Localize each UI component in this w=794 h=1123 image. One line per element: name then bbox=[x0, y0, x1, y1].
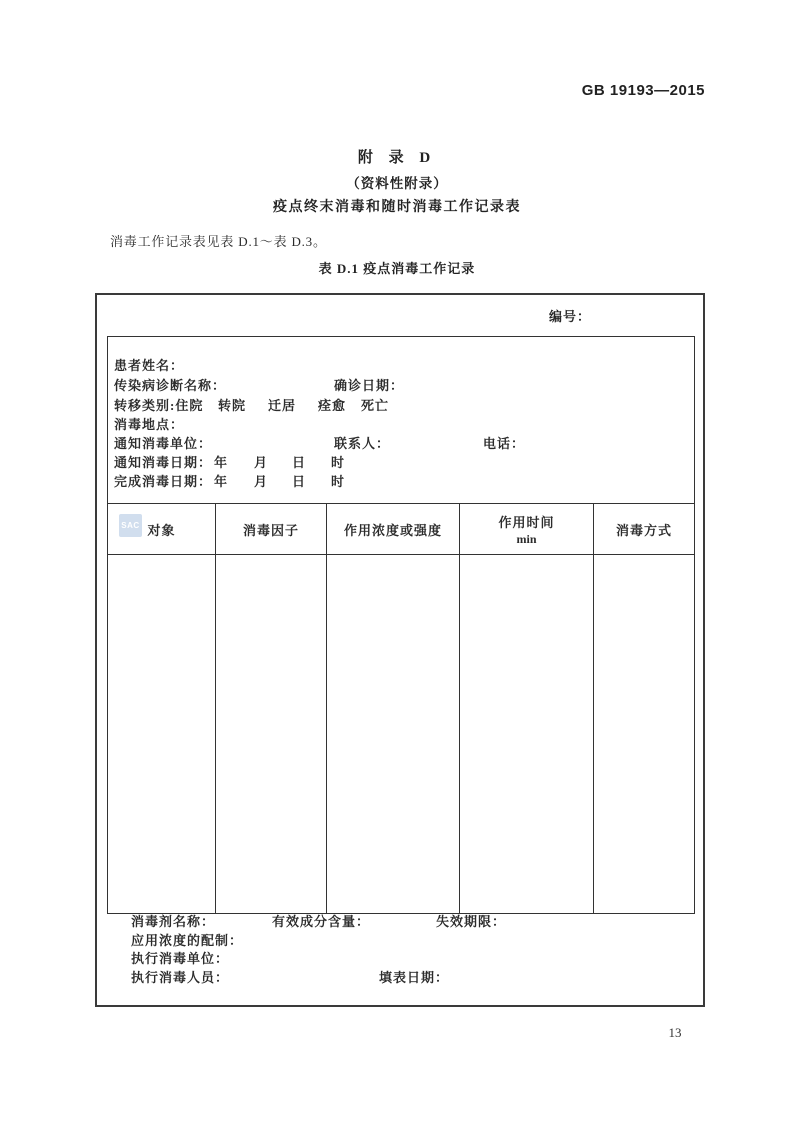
column-header-object-label: 对象 bbox=[147, 522, 176, 538]
fill-date-label: 填表日期： bbox=[379, 970, 450, 985]
table-caption: 表 D.1 疫点消毒工作记录 bbox=[318, 261, 476, 276]
phone-label: 电话： bbox=[483, 436, 526, 451]
concentration-label: 应用浓度的配制： bbox=[131, 933, 244, 948]
empty-cell-concentration bbox=[327, 555, 460, 913]
column-header-disinfect-factor: 消毒因子 bbox=[216, 504, 327, 554]
notify-unit-label: 通知消毒单位： bbox=[114, 436, 213, 451]
complete-date-line bbox=[108, 471, 694, 487]
transfer-option-move: 迁居 bbox=[268, 398, 297, 413]
concentration-line bbox=[97, 930, 703, 946]
disinfection-record-form bbox=[107, 336, 695, 914]
exec-person-label: 执行消毒人员： bbox=[131, 970, 230, 985]
watermark-stamp: SAC bbox=[119, 514, 142, 537]
year-unit: 年 bbox=[214, 474, 229, 489]
appendix-subtitle: （资料性附录） bbox=[346, 176, 448, 191]
exec-unit-line bbox=[97, 948, 703, 964]
serial-number-label: 编号： bbox=[549, 309, 592, 324]
grid-header-row bbox=[108, 504, 694, 555]
transfer-type-label: 转移类别:住院 bbox=[114, 398, 204, 413]
exec-unit-label: 执行消毒单位： bbox=[131, 951, 230, 966]
notify-unit-line bbox=[108, 433, 694, 449]
hour-unit: 时 bbox=[331, 474, 346, 489]
transfer-option-death: 死亡 bbox=[361, 398, 390, 413]
patient-name-line bbox=[108, 355, 694, 371]
column-header-object bbox=[108, 504, 216, 554]
record-grid bbox=[108, 503, 694, 913]
notify-date-line bbox=[108, 452, 694, 468]
appendix-title: 附 录 D bbox=[357, 150, 437, 166]
transfer-option-recovered: 痊愈 bbox=[318, 398, 347, 413]
disinfectant-line bbox=[97, 911, 703, 927]
page-number: 13 bbox=[668, 1025, 682, 1040]
disinfect-place-label: 消毒地点： bbox=[114, 417, 185, 432]
empty-cell-method bbox=[594, 555, 694, 913]
transfer-option-hospital-change: 转院 bbox=[218, 398, 247, 413]
column-header-concentration: 作用浓度或强度 bbox=[327, 504, 460, 554]
diagnosis-line bbox=[108, 375, 694, 391]
day-unit: 日 bbox=[292, 455, 307, 470]
confirm-date-label: 确诊日期： bbox=[334, 378, 405, 393]
contact-label: 联系人： bbox=[334, 436, 391, 451]
column-header-method: 消毒方式 bbox=[615, 522, 672, 538]
active-content-label: 有效成分含量： bbox=[272, 914, 371, 929]
empty-cell-factor bbox=[216, 555, 327, 913]
notify-date-label: 通知消毒日期： bbox=[114, 455, 213, 470]
expiry-label: 失效期限： bbox=[436, 914, 507, 929]
year-unit: 年 bbox=[214, 455, 229, 470]
column-header-action-time: 作用时间 min bbox=[460, 504, 594, 554]
empty-cell-time bbox=[460, 555, 594, 913]
disinfect-place-line bbox=[108, 414, 694, 430]
disinfectant-name-label: 消毒剂名称： bbox=[131, 914, 216, 929]
month-unit: 月 bbox=[254, 455, 269, 470]
appendix-heading: 疫点终末消毒和随时消毒工作记录表 bbox=[273, 200, 521, 215]
form-outer-border bbox=[95, 293, 705, 1007]
patient-name-label: 患者姓名： bbox=[114, 358, 185, 373]
complete-date-label: 完成消毒日期： bbox=[114, 474, 213, 489]
day-unit: 日 bbox=[292, 474, 307, 489]
transfer-type-line bbox=[108, 395, 694, 411]
grid-body-row bbox=[108, 555, 694, 913]
empty-cell-object bbox=[108, 555, 216, 913]
intro-text: 消毒工作记录表见表 D.1～表 D.3。 bbox=[110, 234, 327, 249]
hour-unit: 时 bbox=[331, 455, 346, 470]
month-unit: 月 bbox=[254, 474, 269, 489]
exec-person-line bbox=[97, 967, 703, 983]
standard-code: GB 19193—2015 bbox=[581, 82, 705, 99]
time-unit-label: min bbox=[516, 531, 537, 546]
diagnosis-label: 传染病诊断名称： bbox=[114, 378, 227, 393]
